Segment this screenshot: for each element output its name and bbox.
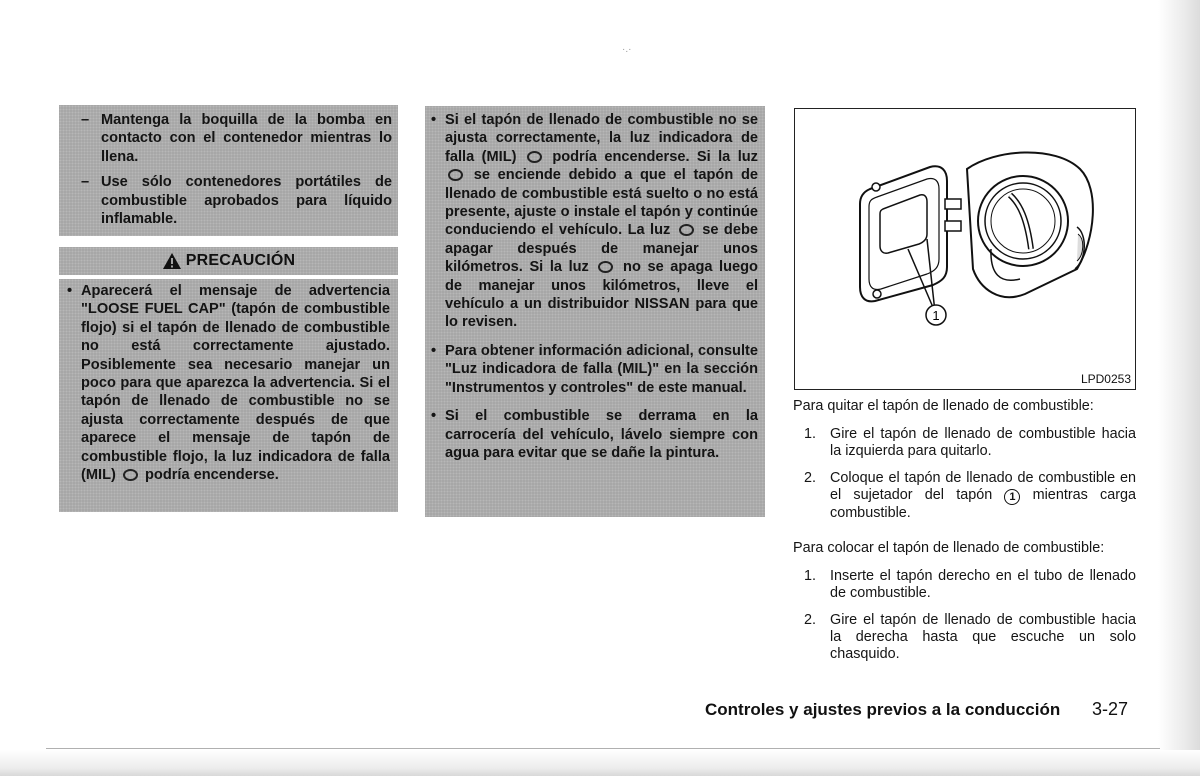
dash-marker: – (81, 112, 90, 128)
mil-text-part: se enciende debido a que el tapón de llenado de combustible está suelto o no está presente, ajuste o instale el tapón y continúe conduciendo el vehículo. La luz (445, 167, 758, 239)
bullet-marker: • (67, 283, 73, 299)
mil-text-part: se debe apagar después de manejar unos kilómetros. Si la luz (445, 222, 758, 276)
step-item (804, 470, 1136, 522)
caution-text: Aparecerá el mensaje de advertencia "LOOSE FUEL CAP" (tapón de combustible flojo) si el tapón de llenado de combustible no está correctamente ajustado. Posiblemente sea necesario manejar un poco para que aparezca la advertencia. Si el tapón de llenado de combustible no se ajusta correctamente después de que aparece el mensaje de tapón de combustible flojo, la luz indicadora de falla (MIL) (81, 283, 390, 484)
mil-indicator-icon (598, 261, 613, 273)
remove-steps (804, 426, 1136, 532)
step-text: Coloque el tapón de llenado de combustible en el sujetador del tapón (830, 470, 1136, 503)
bullet-text: Para obtener información adicional, consulte "Luz indicadora de falla (MIL)" en la sección "Instrumentos y controles" de este manual. (445, 342, 758, 396)
step-item (804, 568, 1136, 602)
bullet-item-spill (431, 407, 758, 462)
mil-text-part: Si el tapón de llenado de combustible no se ajusta correctamente, la luz indicadora de falla (MIL) (445, 112, 758, 165)
callout-ref-icon: 1 (1004, 489, 1020, 505)
info-box-bullets (425, 106, 765, 517)
bullet-marker: • (431, 342, 437, 359)
step-number: 1. (804, 426, 817, 442)
fuel-cap-figure (794, 108, 1136, 390)
caution-text-end: podría encenderse. (144, 467, 279, 484)
step-text-end: mientras carga combustible. (830, 487, 1136, 521)
page-bottom-shadow (0, 750, 1200, 776)
remove-intro: Para quitar el tapón de llenado de combustible: (793, 398, 1094, 414)
mil-indicator-icon (527, 151, 542, 163)
dash-item-text: Use sólo contenedores portátiles de combustible aprobados para líquido inflamable. (101, 174, 392, 228)
mil-indicator-icon (448, 169, 463, 181)
dash-item-text: Mantenga la boquilla de la bomba en contacto con el contenedor mientras lo llena. (101, 112, 392, 165)
warning-triangle-icon (162, 252, 182, 270)
dash-marker: – (81, 174, 90, 191)
step-text: Gire el tapón de llenado de combustible hacia la derecha hasta que escuche un solo chasquido. (830, 612, 1136, 662)
callout-number: 1 (932, 308, 940, 323)
mil-indicator-icon (123, 469, 138, 481)
figure-code: LPD0253 (1080, 372, 1131, 386)
install-intro: Para colocar el tapón de llenado de combustible: (793, 540, 1105, 556)
bullet-item-mil (431, 111, 758, 332)
step-item (804, 612, 1136, 663)
warning-box-dashes (59, 105, 398, 236)
dash-item (69, 173, 392, 228)
bottom-rule (46, 748, 1160, 749)
bullet-item-info (431, 342, 758, 397)
page-number: 3-27 (1092, 699, 1129, 719)
step-number: 1. (804, 568, 817, 584)
install-steps (804, 568, 1136, 673)
scan-speck: ·.· (622, 44, 632, 55)
mil-text-part: no se apaga luego de manejar unos kilómetros, lleve el vehículo a un distribuidor NISSAN para que lo revisen. (445, 259, 758, 331)
caution-bullet-item (67, 282, 390, 484)
step-text: Gire el tapón de llenado de combustible hacia la izquierda para quitarlo. (830, 426, 1136, 459)
caution-body (59, 279, 398, 512)
section-title: Controles y ajustes previos a la conducción (705, 700, 1061, 719)
bullet-marker: • (431, 408, 437, 425)
caution-title: PRECAUCIÓN (185, 252, 296, 269)
caution-header (59, 247, 398, 275)
mil-indicator-icon (679, 224, 694, 236)
step-item (804, 426, 1136, 460)
step-text: Inserte el tapón derecho en el tubo de llenado de combustible. (830, 568, 1136, 601)
step-number: 2. (804, 612, 817, 628)
bullet-marker: • (431, 112, 437, 128)
mil-text-part: podría encenderse. Si la luz (552, 148, 758, 165)
step-number: 2. (804, 470, 817, 486)
fuel-filler-illustration (795, 109, 1135, 389)
bullet-text: Si el combustible se derrama en la carrocería del vehículo, lávelo siempre con agua para evitar que se dañe la pintura. (445, 408, 758, 461)
page-edge-shadow (1158, 0, 1200, 776)
dash-item (69, 111, 392, 166)
